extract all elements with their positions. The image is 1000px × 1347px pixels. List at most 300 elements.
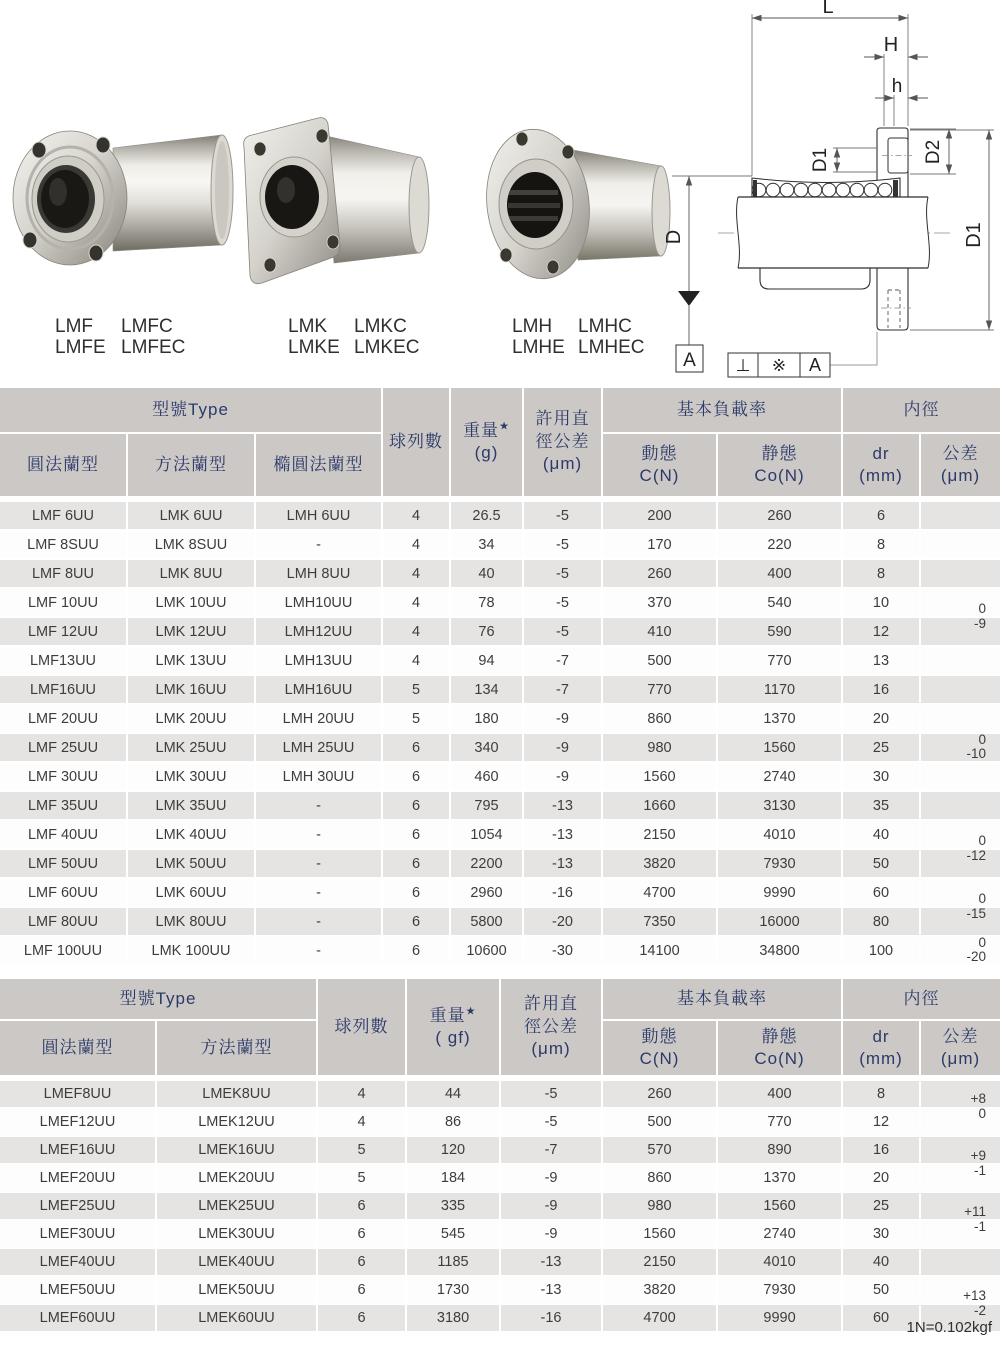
column-header: 重量★ (g) <box>450 388 523 499</box>
ball-cage-detail <box>508 190 560 221</box>
cell: -5 <box>523 617 602 646</box>
column-header: dr (mm) <box>842 1020 920 1078</box>
cell: 3820 <box>602 1276 717 1304</box>
cell: 8 <box>842 1078 920 1108</box>
table-row <box>0 675 1000 704</box>
model-labels-lmf-group <box>55 316 185 358</box>
cell: 6 <box>317 1248 406 1276</box>
column-header: 静態 Co(N) <box>717 1020 842 1078</box>
cell: LMF 20UU <box>0 704 127 733</box>
cell <box>920 646 1000 675</box>
cell: 335 <box>406 1192 500 1220</box>
cell: LMEF12UU <box>0 1108 156 1136</box>
model-code: LMKC <box>354 316 407 337</box>
cell: 1560 <box>602 762 717 791</box>
cell: 860 <box>602 704 717 733</box>
column-header: 型號Type <box>0 979 317 1020</box>
cell: -9 <box>500 1220 602 1248</box>
cell: 6 <box>382 936 450 965</box>
cell: LMEK8UU <box>156 1078 317 1108</box>
cell: 9990 <box>717 878 842 907</box>
cell: 545 <box>406 1220 500 1248</box>
cell: 80 <box>842 907 920 936</box>
cell: 4010 <box>717 1248 842 1276</box>
table-row <box>0 617 1000 646</box>
cell: LMEK12UU <box>156 1108 317 1136</box>
column-header: 内徑 <box>842 979 1000 1020</box>
cell: 2740 <box>717 1220 842 1248</box>
dimension-label-D1-upper: D1 <box>810 147 831 173</box>
cell: 3820 <box>602 849 717 878</box>
cell: LMH12UU <box>255 617 382 646</box>
cell: 16000 <box>717 907 842 936</box>
bore-tolerance-value: +9 -1 <box>970 1148 986 1178</box>
column-header: 型號Type <box>0 388 382 433</box>
cell: 6 <box>382 907 450 936</box>
cell <box>920 559 1000 588</box>
table-row <box>0 820 1000 849</box>
cell: LMEK40UU <box>156 1248 317 1276</box>
model-label-row <box>288 337 419 358</box>
fcf-datum-label: A <box>808 355 822 375</box>
cell: 170 <box>602 530 717 559</box>
cell: 44 <box>406 1078 500 1108</box>
cell: LMF 50UU <box>0 849 127 878</box>
cell <box>920 704 1000 733</box>
cell: 4700 <box>602 1304 717 1332</box>
cell: LMEF50UU <box>0 1276 156 1304</box>
cell: 340 <box>450 733 523 762</box>
cell: 410 <box>602 617 717 646</box>
cell: 400 <box>717 1078 842 1108</box>
cell: 34 <box>450 530 523 559</box>
cell: LMK 40UU <box>127 820 255 849</box>
dimension-label-D2: D2 <box>923 139 944 165</box>
model-code: LMH <box>512 316 553 337</box>
cell: - <box>255 936 382 965</box>
cell: 500 <box>602 1108 717 1136</box>
cell: 6 <box>382 820 450 849</box>
cell: 50 <box>842 849 920 878</box>
column-header: 公差 (μm) <box>920 433 1000 499</box>
model-label-row <box>288 316 419 337</box>
cell: 4700 <box>602 878 717 907</box>
cell: 4 <box>382 559 450 588</box>
model-label-row <box>55 337 185 358</box>
cell: 5 <box>382 675 450 704</box>
cell: 184 <box>406 1164 500 1192</box>
table-row <box>0 791 1000 820</box>
table-row <box>0 1078 1000 1108</box>
table-row <box>0 530 1000 559</box>
column-header: dr (mm) <box>842 433 920 499</box>
table-row <box>0 1304 1000 1332</box>
cell: -5 <box>500 1108 602 1136</box>
model-code: LMFC <box>121 316 173 337</box>
model-label-row <box>512 316 645 337</box>
cell: 590 <box>717 617 842 646</box>
cell: 6 <box>317 1304 406 1332</box>
cell: -5 <box>523 559 602 588</box>
cell: 1370 <box>717 1164 842 1192</box>
cell: LMK 16UU <box>127 675 255 704</box>
cell: LMF 30UU <box>0 762 127 791</box>
table-lmf-lmk-lmh <box>0 388 1000 966</box>
cell: -16 <box>500 1304 602 1332</box>
cell: LMF 10UU <box>0 588 127 617</box>
cell: 180 <box>450 704 523 733</box>
cell <box>920 499 1000 530</box>
cell: 260 <box>602 1078 717 1108</box>
cell: -5 <box>523 588 602 617</box>
column-header: 重量★ ( gf) <box>406 979 500 1078</box>
cell: 76 <box>450 617 523 646</box>
model-code: LMK <box>288 316 328 337</box>
cell: 40 <box>450 559 523 588</box>
column-header: 圓法蘭型 <box>0 1020 156 1078</box>
cell: 370 <box>602 588 717 617</box>
bore-tolerance-value: 0 -9 <box>973 601 986 631</box>
table-row <box>0 1220 1000 1248</box>
cell: 6 <box>317 1276 406 1304</box>
cell: LMK 50UU <box>127 849 255 878</box>
cell: 795 <box>450 791 523 820</box>
cell: 6 <box>317 1220 406 1248</box>
cell: -13 <box>523 820 602 849</box>
cell: 890 <box>717 1136 842 1164</box>
cell: LMK 13UU <box>127 646 255 675</box>
cell <box>920 791 1000 820</box>
cell: LMK 25UU <box>127 733 255 762</box>
cell: 14100 <box>602 936 717 965</box>
cell: -5 <box>523 530 602 559</box>
cell: 4 <box>382 499 450 530</box>
cell: LMK 10UU <box>127 588 255 617</box>
cell: 3130 <box>717 791 842 820</box>
oval-flange-bearing-photo <box>478 108 674 300</box>
cell: 8 <box>842 530 920 559</box>
column-header: 公差 (μm) <box>920 1020 1000 1078</box>
table-row <box>0 1248 1000 1276</box>
cell: 2200 <box>450 849 523 878</box>
cell: 1370 <box>717 704 842 733</box>
table-row <box>0 1108 1000 1136</box>
cell: 5 <box>317 1136 406 1164</box>
cell: 2150 <box>602 1248 717 1276</box>
cell: 4 <box>382 646 450 675</box>
table-row <box>0 1192 1000 1220</box>
cell: LMK 30UU <box>127 762 255 791</box>
cell: -7 <box>523 646 602 675</box>
cell: LMF 8UU <box>0 559 127 588</box>
cell: LMEF25UU <box>0 1192 156 1220</box>
cell: -13 <box>500 1248 602 1276</box>
cell: 860 <box>602 1164 717 1192</box>
cell: LMEK30UU <box>156 1220 317 1248</box>
square-flange-bearing-photo <box>222 105 430 297</box>
cell: LMK 60UU <box>127 878 255 907</box>
column-header: 橢圓法蘭型 <box>255 433 382 499</box>
cell: 35 <box>842 791 920 820</box>
cell <box>920 530 1000 559</box>
cell: -13 <box>523 791 602 820</box>
table-row <box>0 588 1000 617</box>
cell: -9 <box>523 762 602 791</box>
round-flange-bearing-photo <box>8 93 236 301</box>
cell: 6 <box>382 762 450 791</box>
cell: LMH 6UU <box>255 499 382 530</box>
table-row <box>0 733 1000 762</box>
cell: LMH 25UU <box>255 733 382 762</box>
cell: 1560 <box>717 733 842 762</box>
dimension-label-D1-right: D1 <box>963 222 985 248</box>
cell: 9990 <box>717 1304 842 1332</box>
cell: 260 <box>717 499 842 530</box>
table-lmef-lmek <box>0 979 1000 1333</box>
cell: 5 <box>382 704 450 733</box>
column-header: 動態 C(N) <box>602 1020 717 1078</box>
cell: 60 <box>842 878 920 907</box>
column-header: 球列數 <box>382 388 450 499</box>
cell: LMF 12UU <box>0 617 127 646</box>
cell: LMK 8SUU <box>127 530 255 559</box>
cell: 12 <box>842 1108 920 1136</box>
cell: 770 <box>717 646 842 675</box>
cell: LMEF30UU <box>0 1220 156 1248</box>
cell: 4010 <box>717 820 842 849</box>
cell: LMH13UU <box>255 646 382 675</box>
column-header: 圓法蘭型 <box>0 433 127 499</box>
cell: -13 <box>500 1276 602 1304</box>
cell: 220 <box>717 530 842 559</box>
model-label-row <box>55 316 185 337</box>
cell: -9 <box>500 1164 602 1192</box>
cell: 1054 <box>450 820 523 849</box>
cell: 6 <box>382 878 450 907</box>
column-header: 動態 C(N) <box>602 433 717 499</box>
column-header: 内徑 <box>842 388 1000 433</box>
cell: 500 <box>602 646 717 675</box>
cell: 94 <box>450 646 523 675</box>
cell: LMH10UU <box>255 588 382 617</box>
cell: 6 <box>317 1192 406 1220</box>
model-code: LMKE <box>288 337 340 358</box>
cell: LMK 100UU <box>127 936 255 965</box>
column-header: 球列數 <box>317 979 406 1078</box>
cell: -30 <box>523 936 602 965</box>
table-row <box>0 559 1000 588</box>
cell: 400 <box>717 559 842 588</box>
cell: 13 <box>842 646 920 675</box>
star-footnote-mark: ★ <box>465 1004 477 1017</box>
cell: LMK 8UU <box>127 559 255 588</box>
cell: LMK 80UU <box>127 907 255 936</box>
cell: 16 <box>842 1136 920 1164</box>
cell: 40 <box>842 1248 920 1276</box>
model-code: LMFE <box>55 337 106 358</box>
table-row <box>0 704 1000 733</box>
bore-tolerance-value: +13 -2 <box>963 1288 986 1318</box>
cell: 200 <box>602 499 717 530</box>
cell: 260 <box>602 559 717 588</box>
table-row <box>0 1136 1000 1164</box>
cell: LMEK16UU <box>156 1136 317 1164</box>
cell: LMH 8UU <box>255 559 382 588</box>
cell: 40 <box>842 820 920 849</box>
cell: 4 <box>382 588 450 617</box>
cell: 2960 <box>450 878 523 907</box>
cell: 6 <box>382 733 450 762</box>
bore-tolerance-value: 0 -20 <box>966 934 986 964</box>
bore-tolerance-value: 0 -12 <box>966 833 986 863</box>
model-code: LMF <box>55 316 93 337</box>
table-row <box>0 762 1000 791</box>
cell: LMF 80UU <box>0 907 127 936</box>
cell: 78 <box>450 588 523 617</box>
table-row <box>0 878 1000 907</box>
cell: 4 <box>317 1108 406 1136</box>
table-row <box>0 936 1000 965</box>
cell: LMF 100UU <box>0 936 127 965</box>
table-row <box>0 1276 1000 1304</box>
cell: LMEF8UU <box>0 1078 156 1108</box>
cell: 60 <box>842 1304 920 1332</box>
technical-drawing <box>660 0 1000 388</box>
cell: LMF 8SUU <box>0 530 127 559</box>
cell: 460 <box>450 762 523 791</box>
cell: LMK 12UU <box>127 617 255 646</box>
dimension-label-L: L <box>822 0 834 18</box>
cell: LMEK60UU <box>156 1304 317 1332</box>
model-code: LMKEC <box>354 337 420 358</box>
product-gallery <box>0 0 1000 388</box>
cell: 30 <box>842 762 920 791</box>
cell: LMF 40UU <box>0 820 127 849</box>
dimension-label-h: h <box>891 76 903 97</box>
dimension-label-H: H <box>883 34 899 56</box>
cell: 980 <box>602 733 717 762</box>
bore-tolerance-value: 0 -10 <box>966 731 986 761</box>
table-row <box>0 907 1000 936</box>
cell: 20 <box>842 704 920 733</box>
cell: LMF 35UU <box>0 791 127 820</box>
cell: LMEK20UU <box>156 1164 317 1192</box>
column-header: 基本負載率 <box>602 979 842 1020</box>
cell: - <box>255 530 382 559</box>
cell: LMH 30UU <box>255 762 382 791</box>
cell: LMEF20UU <box>0 1164 156 1192</box>
cell: LMF 60UU <box>0 878 127 907</box>
perpendicularity-symbol: ⊥ <box>735 356 751 375</box>
cell: LMEK25UU <box>156 1192 317 1220</box>
cell: LMEF40UU <box>0 1248 156 1276</box>
cell: - <box>255 849 382 878</box>
cell: 50 <box>842 1276 920 1304</box>
cell <box>920 675 1000 704</box>
cell: -9 <box>523 733 602 762</box>
cell: - <box>255 878 382 907</box>
cell: 25 <box>842 1192 920 1220</box>
cell: -5 <box>500 1078 602 1108</box>
table-row <box>0 1164 1000 1192</box>
cell: -7 <box>500 1136 602 1164</box>
cell: -13 <box>523 849 602 878</box>
cell: 26.5 <box>450 499 523 530</box>
column-header: 方法蘭型 <box>127 433 255 499</box>
cell: LMF13UU <box>0 646 127 675</box>
cell: LMK 6UU <box>127 499 255 530</box>
cell: 1170 <box>717 675 842 704</box>
bore-tolerance-value: +11 -1 <box>964 1204 986 1234</box>
cell: 12 <box>842 617 920 646</box>
cell: 7350 <box>602 907 717 936</box>
cell: 7930 <box>717 849 842 878</box>
cell <box>920 762 1000 791</box>
cell: 7930 <box>717 1276 842 1304</box>
dimension-label-D: D <box>663 229 685 245</box>
cell: - <box>255 791 382 820</box>
cell: 6 <box>382 791 450 820</box>
spec-table <box>0 388 1000 966</box>
column-header: 基本負載率 <box>602 388 842 433</box>
cell: 16 <box>842 675 920 704</box>
cell <box>920 1248 1000 1276</box>
cell: LMF16UU <box>0 675 127 704</box>
cell: -7 <box>523 675 602 704</box>
model-labels-lmh-group <box>512 316 645 358</box>
cell: 4 <box>382 617 450 646</box>
table-row <box>0 646 1000 675</box>
column-header: 許用直 徑公差 (μm) <box>500 979 602 1078</box>
column-header: 静態 Co(N) <box>717 433 842 499</box>
cell: 20 <box>842 1164 920 1192</box>
cell: -20 <box>523 907 602 936</box>
cell: 570 <box>602 1136 717 1164</box>
unit-conversion-note: 1N=0.102kgf <box>906 1319 992 1336</box>
model-code: LMFEC <box>121 337 186 358</box>
cell: - <box>255 907 382 936</box>
column-header: 方法蘭型 <box>156 1020 317 1078</box>
cell: 10 <box>842 588 920 617</box>
model-code: LMHEC <box>578 337 645 358</box>
table-row <box>0 499 1000 530</box>
cell: 2740 <box>717 762 842 791</box>
cell: 3180 <box>406 1304 500 1332</box>
cell: - <box>255 820 382 849</box>
model-code: LMHC <box>578 316 632 337</box>
cell: 4 <box>382 530 450 559</box>
cell: 5800 <box>450 907 523 936</box>
cell: LMK 35UU <box>127 791 255 820</box>
cell: -5 <box>523 499 602 530</box>
cell: 10600 <box>450 936 523 965</box>
cell: 100 <box>842 936 920 965</box>
bore-tolerance-value: 0 -15 <box>966 891 986 921</box>
cell: LMK 20UU <box>127 704 255 733</box>
cell: LMH16UU <box>255 675 382 704</box>
cell: 770 <box>602 675 717 704</box>
cell: -9 <box>500 1192 602 1220</box>
datum-label-A: A <box>683 350 696 371</box>
spec-table <box>0 979 1000 1333</box>
cell: 8 <box>842 559 920 588</box>
cell: 1560 <box>717 1192 842 1220</box>
model-label-row <box>512 337 645 358</box>
cell: LMF 25UU <box>0 733 127 762</box>
cell: LMEK50UU <box>156 1276 317 1304</box>
cell: 1660 <box>602 791 717 820</box>
cell: 770 <box>717 1108 842 1136</box>
